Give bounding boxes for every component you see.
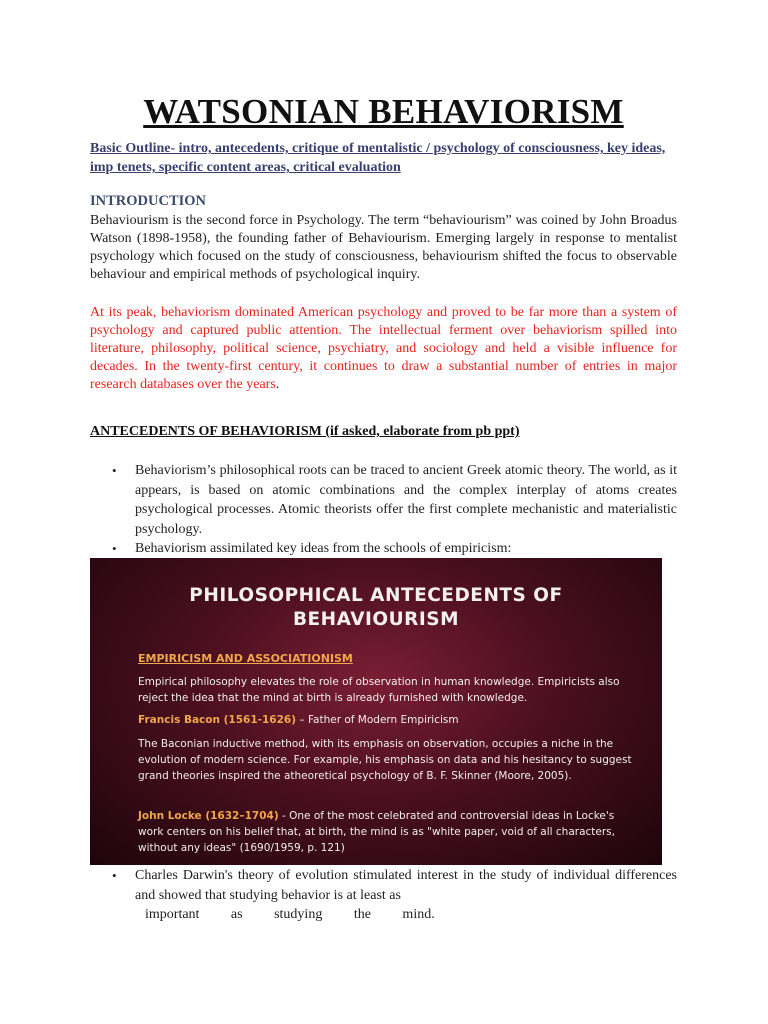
slide-title-line1: PHILOSOPHICAL ANTECEDENTS OF: [189, 585, 563, 606]
basic-outline: Basic Outline- intro, antecedents, critique of mentalistic / psychology of consciousness, key ideas, imp tenets, specific content areas, critical evaluation: [90, 141, 666, 175]
darwin-list: [90, 866, 677, 925]
slide-locke-name: John Locke (1632–1704): [138, 810, 279, 822]
list-item: [90, 461, 677, 539]
slide-image: [90, 558, 662, 865]
bullet-text-darwin-end: important as studying the mind.: [145, 907, 435, 922]
page-title: WATSONIAN BEHAVIORISM: [143, 92, 624, 131]
slide-subheading: EMPIRICISM AND ASSOCIATIONISM: [138, 652, 353, 665]
intro-paragraph-2: [90, 304, 677, 394]
bullet-text-darwin: Charles Darwin's theory of evolution stimulated interest in the study of individual differences and showed that studying behavior is at least as: [135, 868, 677, 903]
bullet-icon: •: [112, 541, 117, 556]
bullet-icon: •: [112, 868, 117, 883]
slide-bacon-name: Francis Bacon (1561-1626): [138, 714, 297, 726]
slide-locke-desc: - One of the most celebrated and controversial ideas in Locke's work centers on his belief that, at birth, the mind is as "white paper, void of all characters, without any ideas" (1690/1959, p. 121): [138, 810, 615, 854]
antecedents-list: [90, 461, 677, 559]
slide-locke-line: [138, 808, 638, 856]
intro-paragraph-1: Behaviourism is the second force in Psychology. The term “behaviourism” was coined by John Broadus Watson (1898-1958), the founding father of Behaviourism. Emerging largely in response to mentalist psychology which focused on the study of consciousness, behaviourism shifted the focus to observable behaviour and empirical methods of psychological inquiry.: [90, 213, 677, 282]
slide-bacon-line: [138, 712, 638, 728]
slide-bacon-desc: – Father of Modern Empiricism: [296, 714, 459, 726]
slide-text-baconian: The Baconian inductive method, with its emphasis on observation, occupies a niche in the evolution of modern science. For example, his emphasis on data and his hesitancy to suggest grand theories inspired the atheoretical psychology of B. F. Skinner (Moore, 2005).: [138, 738, 632, 782]
bullet-icon: •: [112, 463, 117, 478]
slide-title-line2: BEHAVIOURISM: [292, 609, 460, 630]
slide-title: [90, 584, 662, 632]
bullet-text-atomic: Behaviorism’s philosophical roots can be traced to ancient Greek atomic theory. The world, as it appears, is based on atomic combinations and the complex interplay of atoms creates psychological processes. Atomic theorists offer the first complete mechanistic and materialistic psychology.: [135, 463, 677, 537]
slide-text-empiricism: Empirical philosophy elevates the role of observation in human knowledge. Empiricists also reject the idea that the mind at birth is already furnished with knowledge.: [138, 676, 620, 704]
intro-paragraph-2-text: At its peak, behaviorism dominated American psychology and proved to be far more than a system of psychology and captured public attention. The intellectual ferment over behaviorism spilled into literature, philosophy, political science, psychiatry, and sociology and held a visible influence for decades. In the twenty-first century, it continues to draw a substantial number of entries in major research databases over the years: [90, 305, 677, 392]
antecedents-heading: ANTECEDENTS OF BEHAVIORISM (if asked, elaborate from pb ppt): [90, 424, 520, 439]
list-item: [90, 866, 677, 925]
list-item: [90, 539, 677, 559]
intro-paragraph-2-period: .: [275, 377, 280, 392]
intro-heading: INTRODUCTION: [90, 193, 207, 209]
bullet-text-empiricism: Behaviorism assimilated key ideas from the schools of empiricism:: [135, 541, 512, 556]
